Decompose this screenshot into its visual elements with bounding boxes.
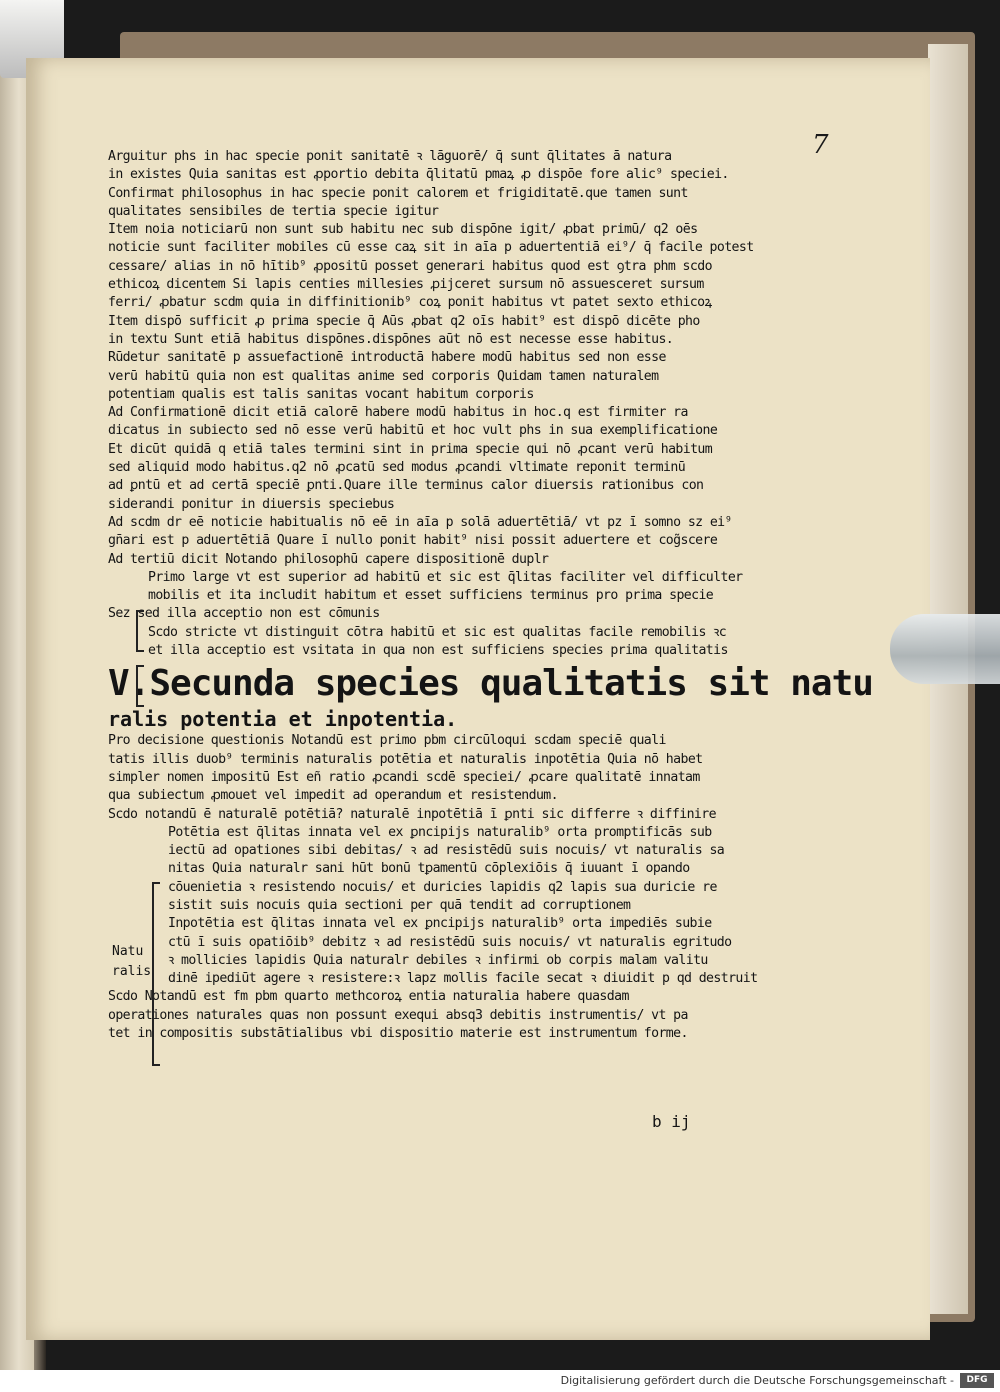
dfg-logo: DFG [960,1373,994,1388]
text-line: ferri/ ꝓbatur scdm quia in diffinitionib⁹ coꝝ ponit habitus vt patet sexto ethicoꝝ [108,295,712,311]
footer-credit: Digitalisierung gefördert durch die Deutsche Forschungsgemeinschaft - [560,1374,954,1387]
text-line: qualitates sensibiles de tertia specie igitur [108,203,439,219]
potentia-line: sistit suis nocuis quia sectioni per quā tendit ad corruptionem [168,897,631,913]
text-line: Confirmat philosophus in hac specie ponit calorem et frigiditatē.que tamen sunt [108,185,688,201]
branch-line: mobilis et ita includit habitum et esset sufficiens terminus pro prima specie [148,588,714,604]
branch-line: et illa acceptio est vsitata in qua non est sufficiens species prima qualitatis [148,643,728,659]
branch-line: Primo large vt est superior ad habitū et sic est q̄litas faciliter vel difficulter [148,569,743,585]
branch-margin: Sez sed illa acceptio non est cōmunis [108,606,380,622]
text-line: in existes Quia sanitas est ꝓportio debita q̄litatū pmaꝝ ꝓ dispōe fore alic⁹ speciei. [108,167,729,183]
potentia-line: iectū ad opationes sibi debitas/ ꝛ ad resistēdū suis nocuis/ vt naturalis sa [168,843,725,859]
margin-note-natu: Natu [112,944,144,959]
footer [0,1370,1000,1392]
potentia-line: nitas Quia naturalr sani hūt bonū tꝑamentū cōplexiōis q̄ iuuant ī opando [168,861,690,877]
text-line: tet in compositis substātialibus vbi dispositio materie est instrumentum forme. [108,1026,688,1042]
text-line: Ad scdm dr eē noticie habitualis nō eē in aīa p solā aduertētiā/ vt pz ī somno sz ei⁹ [108,514,732,530]
text-line: Ad tertiū dicit Notando philosophū capere dispositionē duplr [108,551,549,567]
inpotentia-line: ctū ī suis opatiōib⁹ debitz ꝛ ad resistēdū suis nocuis/ vt naturalis egritudo [168,934,732,950]
potentia-line: cōuenietia ꝛ resistendo nocuis/ et duricies lapidis q2 lapis sua duricie re [168,879,717,895]
text-line: Arguitur phs in hac specie ponit sanitatē ꝛ lāguorē/ q̄ sunt q̄litates ā natura [108,149,672,164]
text-line: Scdo notandū ē naturalē potētiā? naturalē inpotētiā ī ꝑnti sic differre ꝛ diffinire [108,806,716,822]
text-line: Ad Confirmationē dicit etiā calorē habere modū habitus in hoc.q est firmiter ra [108,405,688,421]
main-text [108,148,873,1043]
brace [136,665,144,707]
inpotentia-line: dinē ipediūt agere ꝛ resistere:ꝛ lapz mollis facile secat ꝛ diuidit p qd destruit [168,971,758,987]
brace [136,610,144,652]
signature-mark: b ij [652,1112,691,1131]
text-line: sed aliquid modo habitus.q2 nō ꝓcatū sed modus ꝓcandi vltimate reponit terminū [108,460,686,476]
text-line: noticie sunt faciliter mobiles cū esse caꝝ sit in aīa p aduertentiā ei⁹/ q̄ facile potest [108,240,754,256]
inpotentia-line: Inpotētia est q̄litas innata vel ex ꝑncipijs naturalib⁹ orta impediēs subie [168,916,712,932]
text-line: ethicoꝝ dicentem Si lapis centies millesies ꝓijceret sursum nō assuesceret sursum [108,277,704,293]
text-line: potentiam qualis est talis sanitas vocant habitum corporis [108,386,534,402]
potentia-line: Potētia est q̄litas innata vel ex ꝑncipijs naturalib⁹ orta promptificās sub [168,824,712,840]
section-heading-cont: ralis potentia et inpotentia. [108,707,458,732]
text-line: operationes naturales quas non possunt exequi absq3 debitis instrumentis/ vt pa [108,1007,688,1023]
text-line: ad ꝑntū et ad certā speciē ꝑnti.Quare ille terminus calor diuersis rationibus con [108,478,704,494]
text-line: Et dicūt quidā q etiā tales termini sint in prima specie qui nō ꝓcant verū habitum [108,441,713,457]
text-line: Pro decisione questionis Notandū est primo pbm circūloqui scdam speciē quali [108,733,666,749]
text-line: Rūdetur sanitatē p assuefactionē introductā habere modū habitus sed non esse [108,350,666,366]
section-heading: V.Secunda species qualitatis sit natu [108,663,873,705]
text-line: qua subiectum ꝓmouet vel impedit ad operandum et resistendum. [108,788,558,804]
text-line: dicatus in subiecto sed nō esse verū habitū et hoc vult phs in sua exemplificatione [108,423,718,439]
text-line: tatis illis duob⁹ terminis naturalis potētia et naturalis inpotētia Quia nō habet [108,751,703,767]
text-line: cessare/ alias in nō hītib⁹ ꝓpositū posset generari habitus quod est ꝯtra phm scdo [108,258,712,274]
text-line: in textu Sunt etiā habitus dispōnes.dispōnes aūt nō est necesse esse habitus. [108,331,674,347]
folio-number: 7 [812,130,831,160]
text-line: Scdo Notandū est fm pbm quarto methcoroꝝ entia naturalia habere quasdam [108,989,629,1005]
text-line: Item dispō sufficit ꝓ prima specie q̄ Aūs ꝓbat q2 oīs habit⁹ est dispō dicēte pho [108,313,700,329]
branch-line: Scdo stricte vt distinguit cōtra habitū et sic est qualitas facile remobilis ꝛc [148,624,727,640]
text-line: siderandi ponitur in diuersis speciebus [108,496,395,512]
page-clamp-bar [890,614,1000,684]
text-line: gn̄ari est p aduertētiā Quare ī nullo ponit habit⁹ nisi possit aduertere et cog̃scere [108,533,718,549]
text-line: Item noia noticiarū non sunt sub habitu nec sub dispōne igit/ ꝓbat primū/ q2 oēs [108,222,698,238]
text-line: verū habitū quia non est qualitas anime sed corporis Quidam tamen naturalem [108,368,659,384]
inpotentia-line: ꝛ mollicies lapidis Quia naturalr debiles ꝛ infirmi ob corpis malam valitu [168,952,708,968]
text-line: simpler nomen impositū Est eñ ratio ꝓcandi scdē speciei/ ꝓcare qualitatē innatam [108,769,700,785]
margin-note-ralis: ralis [112,964,152,979]
brace [152,882,160,1066]
